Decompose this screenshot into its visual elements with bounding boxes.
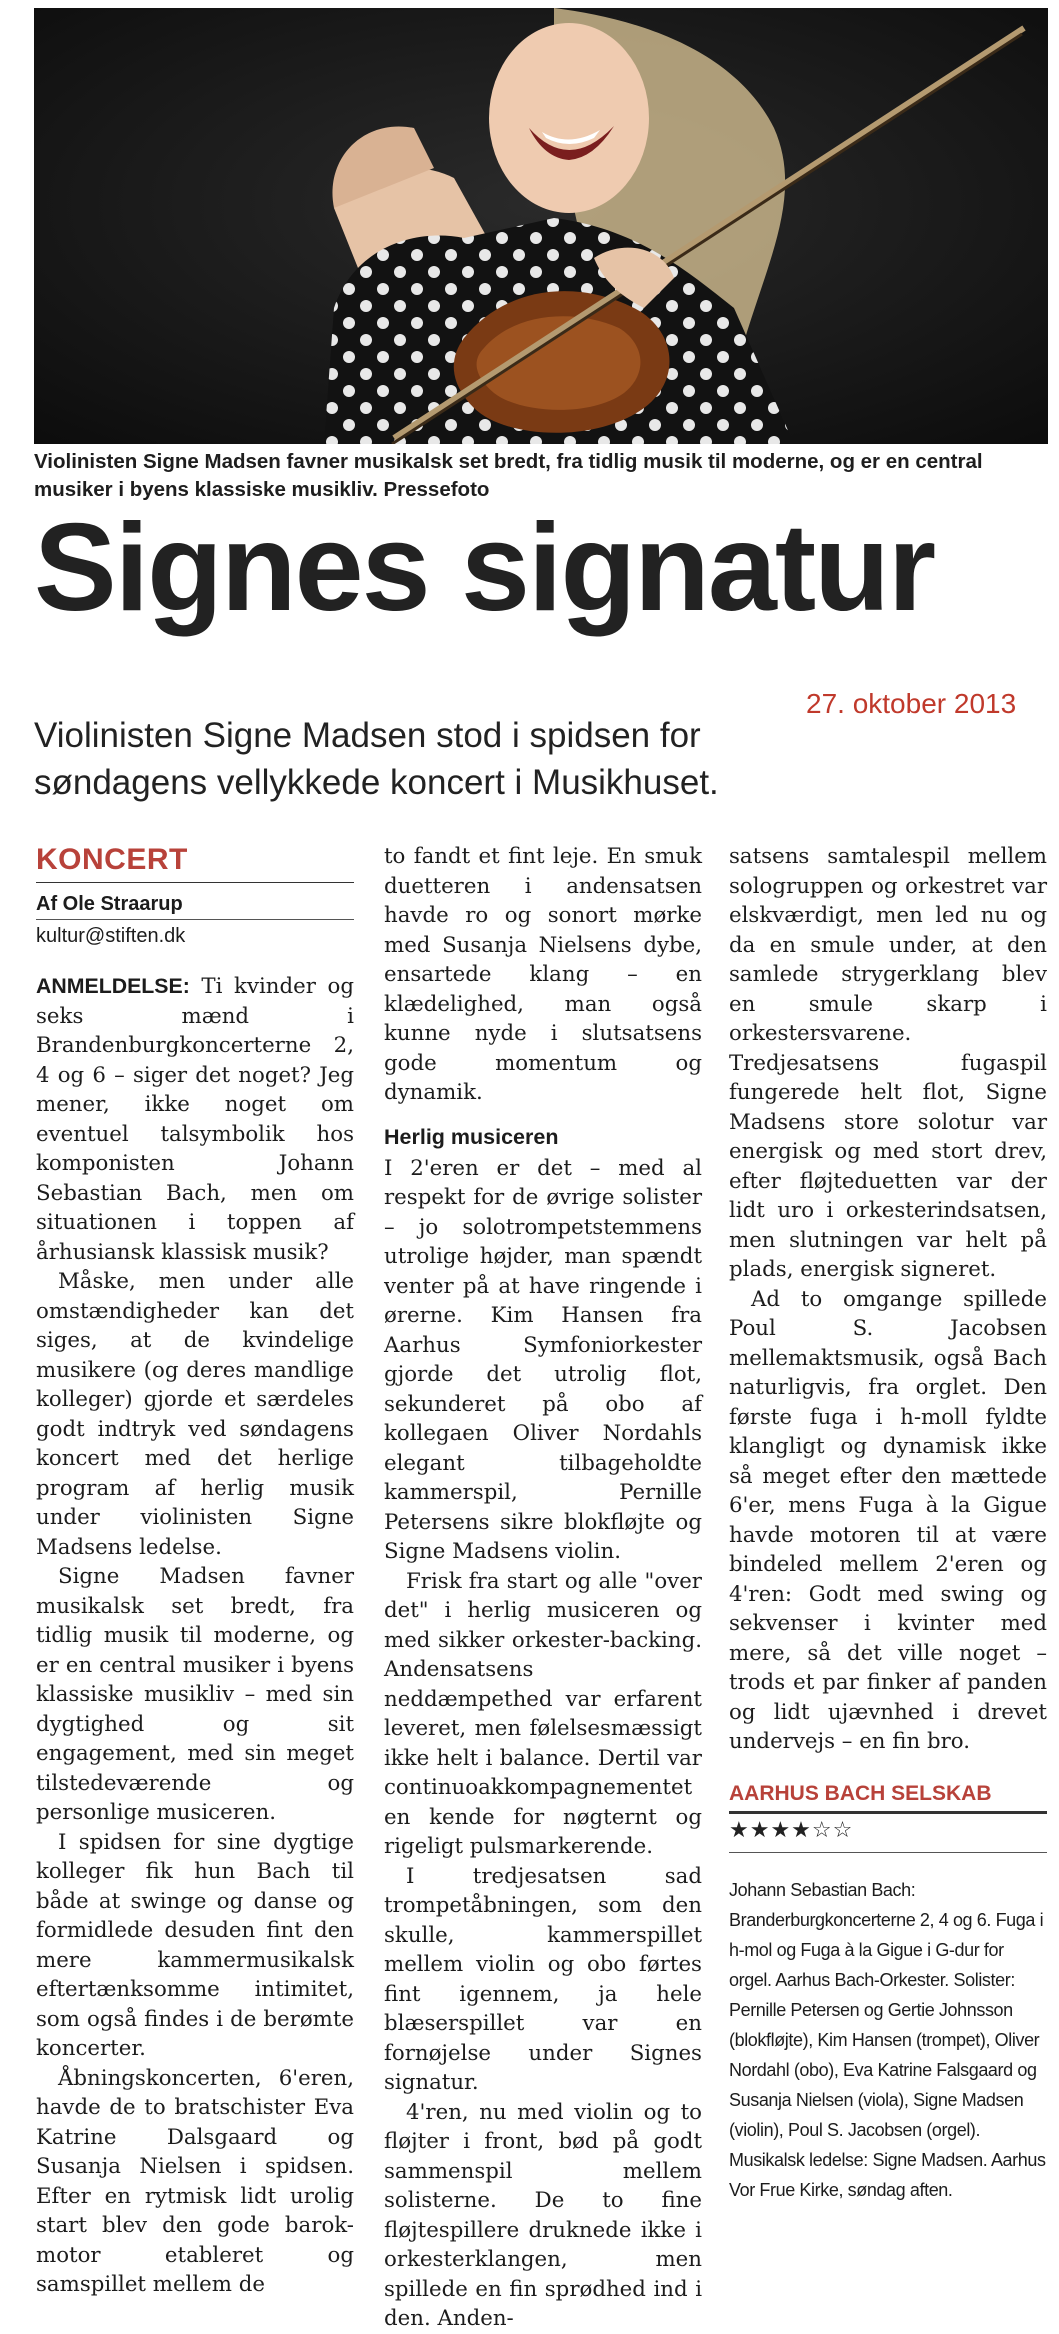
body-paragraph: 4'ren, nu med violin og to fløjter i front, bød på godt sammenspil mellem solisterne. De to fine fløjtespillere druknede ikke i orkesterklangen, men spillede en fin sprødhed ind i den. Anden- xyxy=(384,2099,702,2331)
body-paragraph: I spidsen for sine dygtige kolleger fik hun Bach til både at swinge og danse og formidlede desuden fint den mere kammermusikalsk eftertænksomme intimitet, som også findes i de berømte koncerter. xyxy=(36,1829,354,2061)
factbox-text: Johann Sebastian Bach: Branderburgkoncerterne 2, 4 og 6. Fuga i h-mol og Fuga à la Gigue i G-dur for orgel. Aarhus Bach-Orkester. Solister: Pernille Petersen og Gertie Johnsson (blokfløjte), Kim Hansen (trompet), Oliver Nordahl (obo), Eva Katrine Falsgaard og Susanja Nielsen (viola), Signe Madsen (violin), Poul S. Jacobsen (orgel). Musikalsk ledelse: Signe Madsen. Aarhus Vor Frue Kirke, søndag aften. xyxy=(729,1879,1046,2200)
lead-paragraph xyxy=(36,972,354,1267)
article-column-2 xyxy=(384,842,702,2334)
body-paragraph: to fandt et fint leje. En smuk duetteren i andensatsen havde ro og sonort mørke med Susanja Nielsens dybe, ensartede klang – en klædelighed, man også kunne nyde i slutsatsens gode momentum og dynamik. xyxy=(384,844,702,1105)
body-paragraph: satsens samtalespil mellem sologruppen og orkestret var elskværdigt, men led nu og da en smule under, at den samlede strygerklang blev en smule skarp i orkestersvarene. Tredjesatsens fugaspil fungerede helt flot, Signe Madsens store solotur var energisk og med stort drev, efter fløjteduetten var der lidt uro i orkesterindsatsen, men slutningen var helt på plads, energisk signeret. xyxy=(729,844,1047,1282)
section-subtitle: Herlig musiceren xyxy=(384,1124,559,1149)
byline-email: kultur@stiften.dk xyxy=(36,925,186,947)
body-paragraph: Måske, men under alle omstændigheder kan det siges, at de kvindelige musikere (og deres mandlige kolleger) gjorde et særdeles godt indtryk ved søndagens koncert med det herlige program af herlig musik under violinisten Signe Madsens ledelse. xyxy=(36,1269,354,1560)
body-paragraph: Åbningskoncerten, 6'eren, havde de to bratschister Eva Katrine Dalsgaard og Susanja Nielsen i spidsen. Efter en rytmisk lidt urolig start blev den gode barok-motor etableret og samspillet mellem de xyxy=(36,2065,354,2297)
body-paragraph: Frisk fra start og alle "over det" i herlig musiceren og med sikker orkester-backing. Andensatsens neddæmpethed var erfarent leveret, men følelsesmæssigt ikke helt i balance. Dertil var continuoakkompagnementet en kende for nøgternt og rigeligt pulsmarkerende. xyxy=(384,1568,702,1859)
body-paragraph: I tredjesatsen sad trompetåbningen, som den skulle, kammerspillet mellem violin og obo førtes fint igennem, ja hele blæserspillet var en fornøjelse under Signes signatur. xyxy=(384,1863,702,2095)
subheadline: Violinisten Signe Madsen stod i spidsen for søndagens vellykkede koncert i Musikhuset. xyxy=(34,716,719,802)
article-column-1 xyxy=(36,842,354,2300)
article-column-3 xyxy=(729,842,1047,2205)
violinist-photo xyxy=(34,8,1048,444)
body-paragraph: Ad to omgange spillede Poul S. Jacobsen mellemaktsmusik, også Bach naturligvis, fra orglet. Den første fuga i h-moll fyldte klangligt og dynamisk ikke så meget efter den mættede 6'er, mens Fuga à la Gigue havde motoren til at være bindeled mellem 2'eren og 4'ren: Godt med swing og sekvenser i kvinter med mere, så det ville noget – trods et par finker af panden og lidt ujævnhed i drevet undervejs – en fin bro. xyxy=(729,1286,1047,1754)
date-stamp: 27. oktober 2013 xyxy=(806,688,1017,719)
body-paragraph: I 2'eren er det – med al respekt for de øvrige solister – jo solotrompetstemmens utrolige højder, man spændt venter på at have ringende i ørerne. Kim Hansen fra Aarhus Symfoniorkester gjorde det utrolig flot, sekunderet på obo af kollegaen Oliver Nordahls elegant tilbageholdte kammerspil, Pernille Petersens sikre blokfløjte og Signe Madsens violin. xyxy=(384,1155,702,1564)
body-paragraph: Signe Madsen favner musikalsk set bredt, fra tidlig musik til moderne, og er en central musiker i byens klassiske musikliv – med sin dygtighed og sit engagement, med sin meget tilstedeværende og personlige musiceren. xyxy=(36,1564,354,1825)
photo-caption: Violinisten Signe Madsen favner musikalsk set bredt, fra tidlig musik til moderne, og er en central musiker i byens klassiske musikliv. Pressefoto xyxy=(34,450,983,501)
byline: Af Ole Straarup xyxy=(36,889,354,920)
headline: Signes signatur xyxy=(34,499,935,637)
section-kicker: KONCERT xyxy=(36,842,354,883)
lead-text: Ti kvinder og seks mænd i Brandenburgkoncerterne 2, 4 og 6 – siger det noget? Jeg mener, ikke noget om eventuel talsymbolik hos komponisten Johann Sebastian Bach, men om situationen i toppen af århusiansk klassisk musik? xyxy=(36,974,354,1265)
factbox-title: AARHUS BACH SELSKAB xyxy=(729,1779,1047,1814)
lead-label: ANMELDELSE: xyxy=(36,974,190,998)
rating-stars: ★★★★☆☆ xyxy=(729,1814,1047,1853)
